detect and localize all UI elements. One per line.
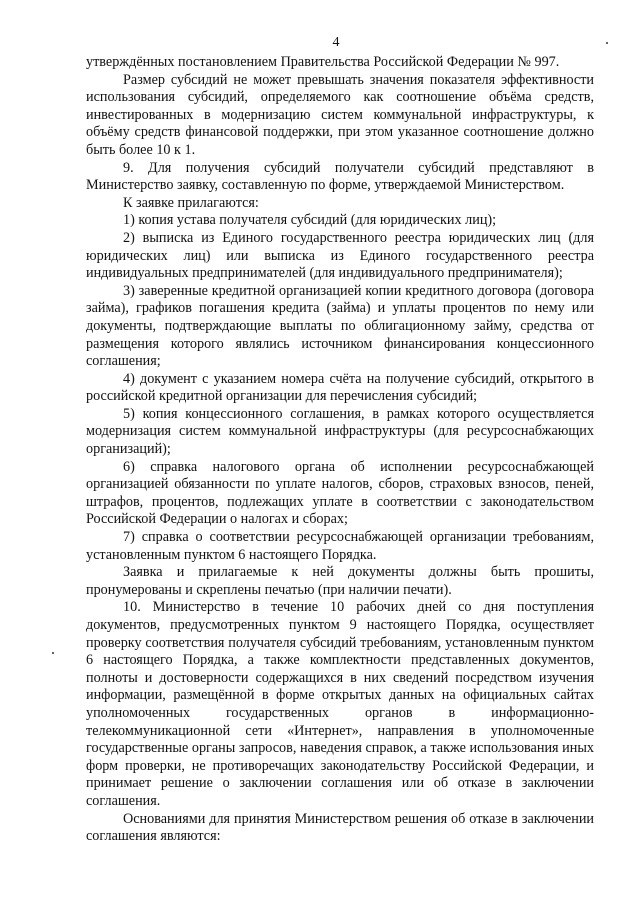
scan-speck xyxy=(606,42,608,44)
scan-speck xyxy=(52,652,54,654)
list-item: 4) документ с указанием номера счёта на получение субсидий, открытого в российской кредитной организации для перечисления субсидий; xyxy=(86,370,594,405)
document-body xyxy=(86,54,594,846)
list-intro: К заявке прилагаются: xyxy=(123,194,259,211)
page-number: 4 xyxy=(332,35,340,50)
paragraph: 9. Для получения субсидий получатели субсидий представляют в Министерство заявку, составленную по форме, утверждаемой Министерством. xyxy=(86,159,594,194)
list-item: 2) выписка из Единого государственного реестра юридических лиц (для юридических лиц) или выписка из Единого государственного реестра индивидуальных предпринимателей (для индивидуального предпринимателя); xyxy=(86,229,594,282)
list-item: 1) копия устава получателя субсидий (для юридических лиц); xyxy=(123,212,497,229)
list-item: 6) справка налогового органа об исполнении ресурсоснабжающей организацией обязанности по уплате налогов, сборов, страховых взносов, пеней, штрафов, процентов, подлежащих уплате в соответствии с законодательством Российской Федерации о налогах и сборах; xyxy=(86,458,594,528)
paragraph: утверждённых постановлением Правительства Российской Федерации № 997. xyxy=(86,54,560,70)
paragraph: Основаниями для принятия Министерством решения об отказе в заключении соглашения являются: xyxy=(86,810,594,845)
list-item: 7) справка о соответствии ресурсоснабжающей организации требованиям, установленным пунктом 6 настоящего Порядка. xyxy=(86,529,594,563)
paragraph: 10. Министерство в течение 10 рабочих дней со дня поступления документов, предусмотренных пунктом 9 настоящего Порядка, осуществляет проверку соответствия получателя субсидий требованиям, установленным пунктом 6 настоящего Порядка, а также комплектности представленных документов, полноты и достоверности содержащихся в них сведений посредством изучения информации, размещённой в форме открытых данных на официальных сайтах уполномоченных государственных органов в информационно-телекоммуникационной сети «Интернет», направления в уполномоченные государственные органы запросов, наведения справок, а также использования иных форм проверки, не противоречащих законодательству Российской Федерации, и принимает решение о заключении соглашения или об отказе в заключении соглашения. xyxy=(86,599,594,809)
list-item: 3) заверенные кредитной организацией копии кредитного договора (договора займа), графиков погашения кредита (займа) и уплаты процентов по нему или документы, подтверждающие выплаты по облигационному займу, средства от размещения которого являлись источником финансирования концессионного соглашения; xyxy=(86,282,594,370)
paragraph: Заявка и прилагаемые к ней документы должны быть прошиты, пронумерованы и скреплены печатью (при наличии печати). xyxy=(86,564,594,598)
list-item: 5) копия концессионного соглашения, в рамках которого осуществляется модернизация систем коммунальной инфраструктуры (для ресурсоснабжающих организаций); xyxy=(86,405,594,458)
paragraph: Размер субсидий не может превышать значения показателя эффективности использования субсидий, определяемого как соотношение объёма средств, инвестированных в модернизацию систем коммунальной инфраструктуры, к объёму средств финансовой поддержки, при этом указанное соотношение должно быть более 10 к 1. xyxy=(86,71,594,158)
